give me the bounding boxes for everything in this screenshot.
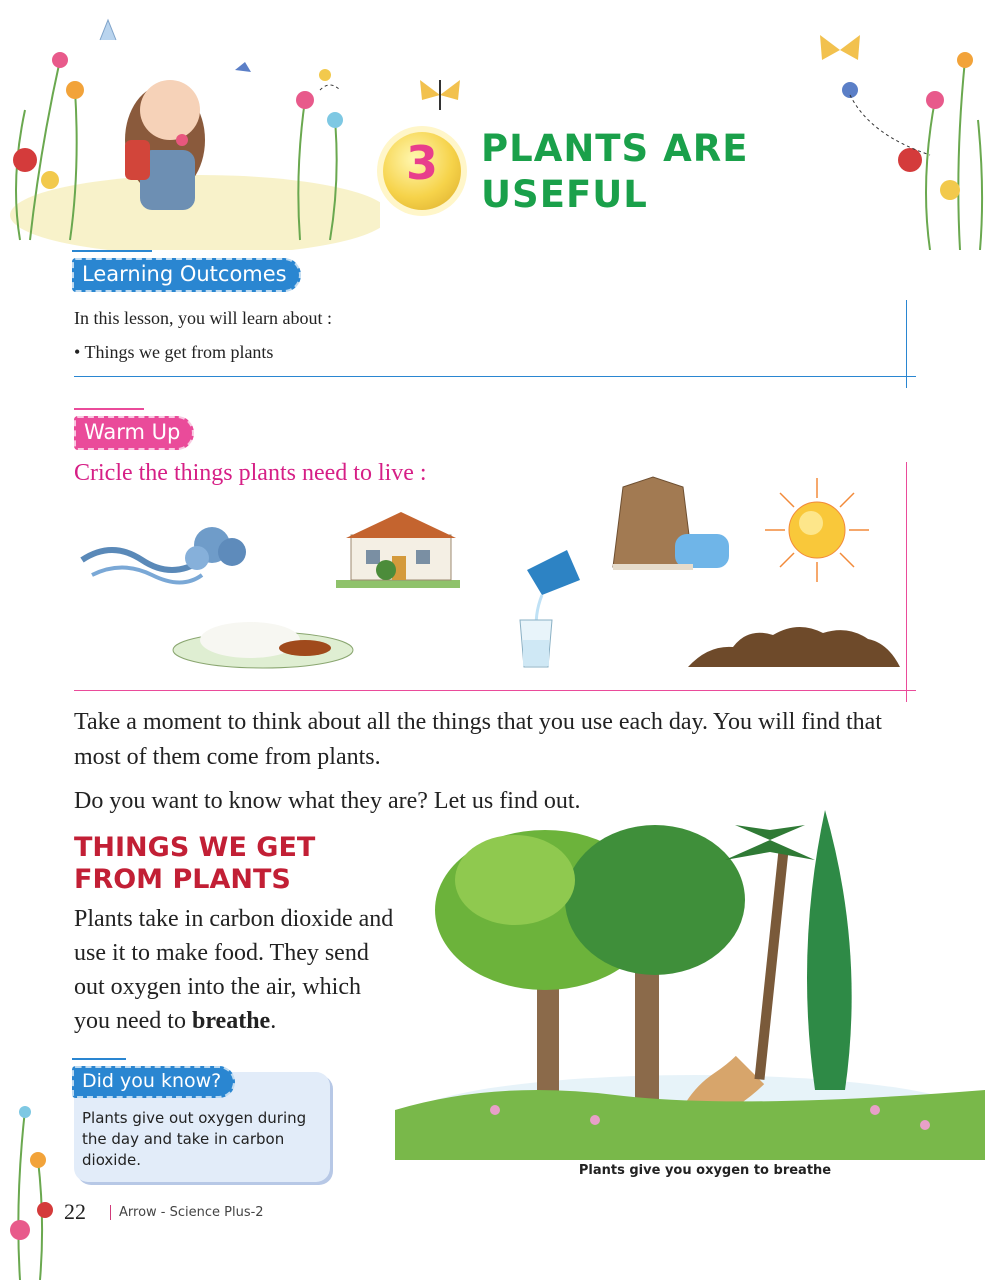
tag-accent-line [72, 250, 152, 252]
book-title: Arrow - Science Plus-2 [110, 1205, 264, 1220]
header-illustration-flowers-right [810, 20, 989, 250]
section-text-end: . [270, 1008, 277, 1034]
flower-decoration [0, 1100, 62, 1280]
soil-picture[interactable] [688, 615, 900, 671]
did-you-know-text: Plants give out oxygen during the day and take in carbon dioxide. [82, 1109, 307, 1169]
section-text: Plants take in carbon dioxide and use it to make food. They send out oxygen into the air, which you need to [74, 906, 394, 1034]
header-illustration-girl-flowers [0, 0, 380, 250]
wind-picture[interactable] [72, 520, 248, 590]
tag-accent-line [72, 1058, 126, 1060]
food-plate-picture[interactable] [170, 610, 356, 670]
divider [906, 300, 907, 388]
divider [74, 690, 916, 691]
section-paragraph [74, 902, 394, 1038]
house-picture[interactable] [326, 500, 470, 590]
chapter-number: 3 [405, 136, 438, 190]
divider [906, 462, 907, 702]
warm-up-question: Cricle the things plants need to live : [74, 460, 427, 486]
trees-illustration [395, 790, 985, 1160]
intro-paragraph: Do you want to know what they are? Let us find out. [74, 788, 581, 814]
intro-paragraph: Take a moment to think about all the things that you use each day. You will find that most of them come from plants. [74, 709, 882, 770]
bold-term: breathe [191, 1008, 271, 1034]
divider [74, 376, 916, 377]
learning-outcomes-tag: Learning Outcomes [72, 258, 301, 292]
image-caption: Plants give you oxygen to breathe [578, 1163, 832, 1178]
learning-outcomes-item: • Things we get from plants [74, 342, 274, 362]
water-picture[interactable] [512, 545, 584, 670]
warm-up-tag: Warm Up [74, 416, 194, 450]
coat-picture[interactable] [603, 472, 733, 582]
tag-accent-line [74, 408, 144, 410]
page-number: 22 [64, 1199, 86, 1224]
sun-picture[interactable] [765, 478, 869, 582]
chapter-title: PLANTS ARE USEFUL [481, 127, 749, 216]
butterfly-icon [410, 70, 470, 120]
did-you-know-tag: Did you know? [72, 1066, 235, 1098]
learning-outcomes-intro: In this lesson, you will learn about : [74, 308, 332, 328]
section-title: THINGS WE GET FROM PLANTS [74, 832, 316, 895]
